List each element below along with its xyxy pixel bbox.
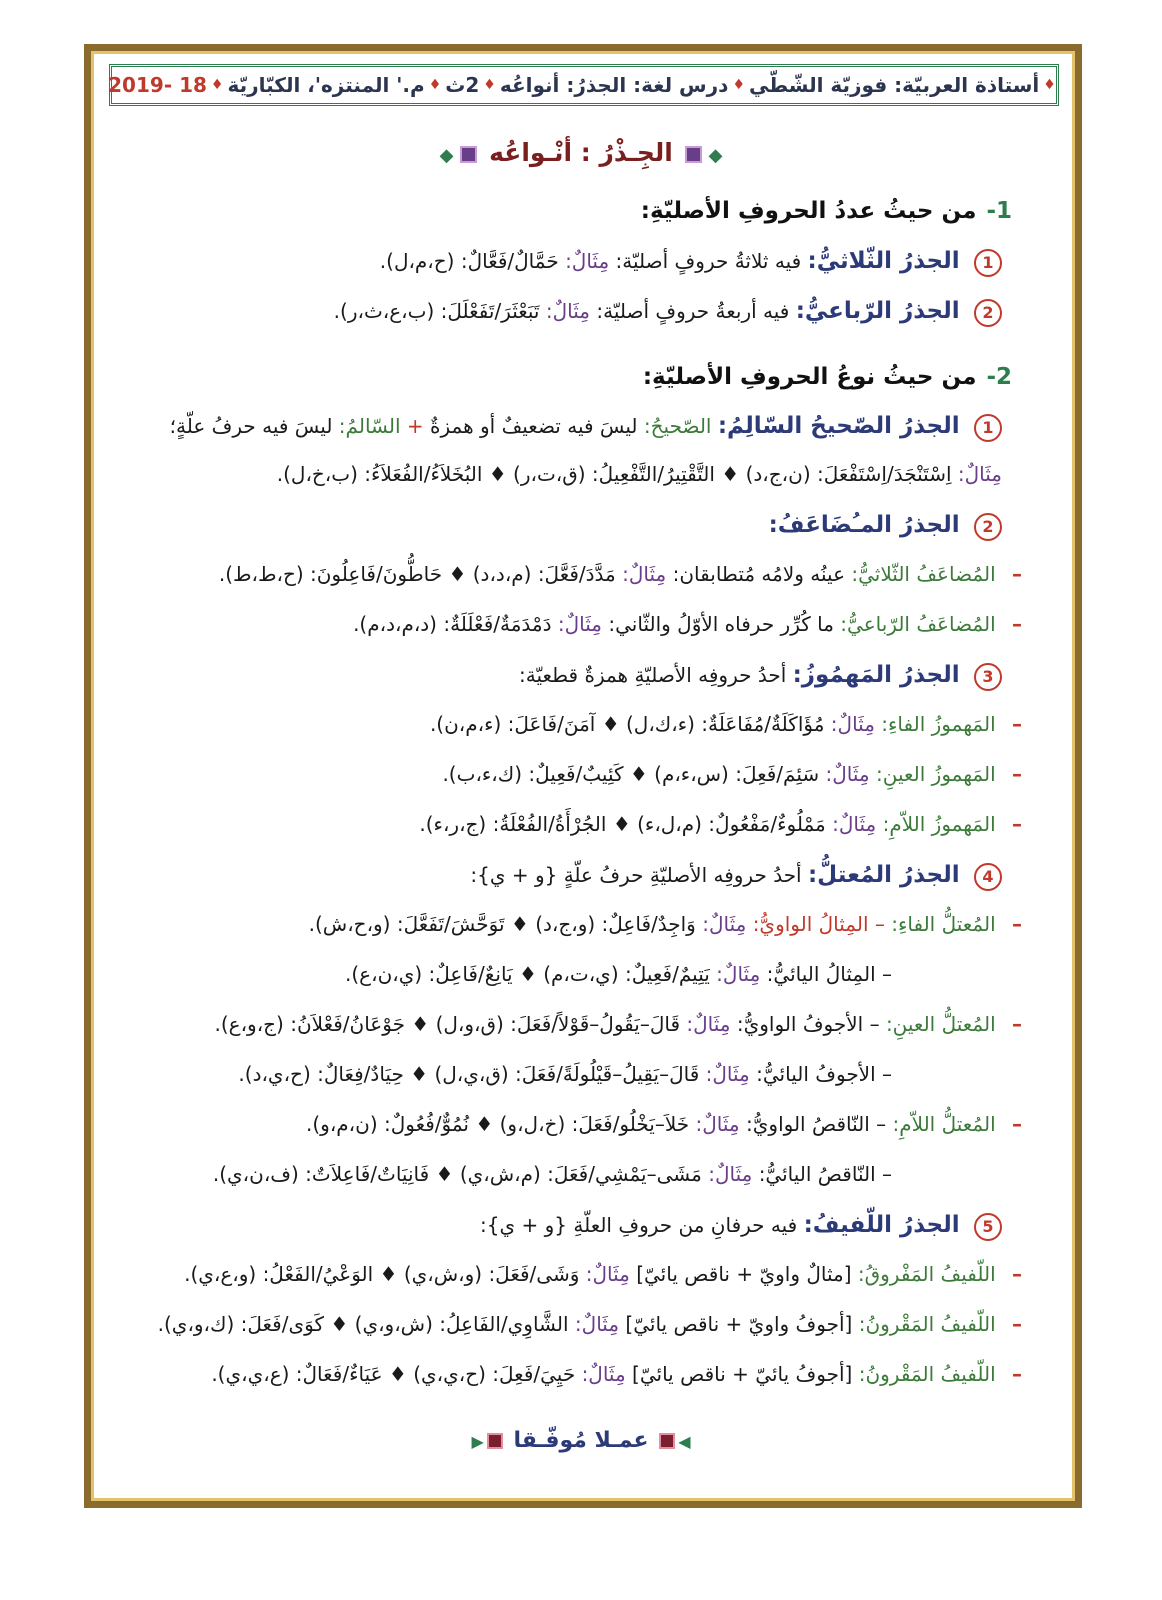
diamond-ornament-icon: ◆ (439, 145, 454, 166)
diamond-ornament-icon: ◆ (708, 145, 723, 166)
list-item: 2 الجذرُ الرّباعيُّ: فيه أربعةُ حروفٍ أصليّة: مِثَالٌ: تَبَعْثَرَ/تَفَعْلَلَ: (ب،ع،ث،ر). (60, 298, 1002, 327)
list-item: – المُضاعَفُ الرّباعيُّ: ما كُرِّر حرفاه الأوّلُ والثّاني: مِثَالٌ: دَمْدَمَةٌ/فَعْلَلَةٌ: (د،م،د،م). (353, 612, 1022, 636)
list-item: – المُعتلُّ اللاّمِ: – النّاقصُ الواويُّ: مِثَالٌ: خَلاَ–يَخْلُو/فَعَلَ: (خ،ل،و) ♦ نُمُوٌّ/فُعُولٌ: (ن،م،و). (306, 1112, 1022, 1136)
list-item: – اللّفيفُ المَقْرونُ: [أجوفُ يائيّ + ناقص يائيّ] مِثَالٌ: حَيِيَ/فَعِلَ: (ح،ي،ي) ♦ عَيَاءٌ/فَعَالٌ: (ع،ي،ي). (211, 1362, 1022, 1386)
list-item: 1 الجذرُ الصّحيحُ السّالِمُ: الصّحيحُ: ليسَ فيه تضعيفٌ أو همزةٌ + السّالمُ: ليسَ فيه حرفُ علّةٍ؛ (60, 413, 1002, 442)
section-1-heading: 1-من حيثُ عددُ الحروفِ الأصليّةِ: (640, 198, 1012, 224)
school: م.' المنتزه'، الكبّاريّة (227, 73, 425, 97)
list-item: 3 الجذرُ المَهمُوزُ: أحدُ حروفِه الأصليّةِ همزةٌ قطعيّة: (60, 662, 1002, 691)
list-item: – المَهموزُ الفاءِ: مِثَالٌ: مُؤَاكَلَةٌ/مُفَاعَلَةٌ: (ء،ك،ل) ♦ آمَنَ/فَاعَلَ: (ء،م،ن). (429, 712, 1022, 736)
teacher-name: فوزيّة الشّطّي (749, 73, 888, 97)
list-item: – المَهموزُ اللاّمِ: مِثَالٌ: مَمْلُوءٌ/مَفْعُولٌ: (م،ل،ء) ♦ الجُرْأَةُ/الفُعْلَةُ: (ج،ر،ء). (419, 812, 1022, 836)
square-ornament-icon (487, 1433, 503, 1449)
example-line: مِثَالٌ: اِسْتَنْجَدَ/اِسْتَفْعَلَ: (ن،ج،د) ♦ التَّقْتِيرُ/التَّفْعِيلُ: (ق،ت،ر) ♦ البُخَلاَءُ/الفُعَلاَءُ: (ب،خ،ل). (276, 462, 1002, 486)
list-item: 2 الجذرُ المـُضَاعَفُ: (60, 512, 1002, 541)
page-title: ◆ الجِـذْرُ : أنْـواعُه ◆ (439, 138, 723, 167)
list-item: – المَهموزُ العينِ: مِثَالٌ: سَئِمَ/فَعِلَ: (س،ء،م) ♦ كَئِيبٌ/فَعِيلٌ: (ك،ء،ب). (442, 762, 1022, 786)
list-item: – اللّفيفُ المَفْروقُ: [مثالٌ واويّ + ناقص يائيّ] مِثَالٌ: وَشَى/فَعَلَ: (و،ش،ي) ♦ الوَعْيُ/الفَعْلُ: (و،ع،ي). (184, 1262, 1022, 1286)
section-2-heading: 2-من حيثُ نوعُ الحروفِ الأصليّةِ: (642, 364, 1012, 390)
list-item: 1 الجذرُ الثّلاثيُّ: فيه ثلاثةُ حروفٍ أصليّة: مِثَالٌ: حَمَّالٌ/فَعَّالٌ: (ح،م،ل). (60, 248, 1002, 277)
school-year: 18 -2019 (108, 73, 207, 97)
list-item: – المِثالُ اليائيُّ: مِثَالٌ: يَتِيمٌ/فَعِيلٌ: (ي،ت،م) ♦ يَانِعٌ/فَاعِلٌ: (ي،ن،ع). (345, 962, 892, 986)
lesson-title: درس لغة: الجذرُ: أنواعُه (499, 73, 729, 97)
list-item: – المُعتلُّ الفاءِ: – المِثالُ الواويُّ: مِثَالٌ: وَاجِدٌ/فَاعِلٌ: (و،ج،د) ♦ تَوَحَّشَ/تَفَعَّلَ: (و،ح،ش). (308, 912, 1022, 936)
list-item: – النّاقصُ اليائيُّ: مِثَالٌ: مَشَى–يَمْشِي/فَعَلَ: (م،ش،ي) ♦ فَانِيَاتٌ/فَاعِلاَتٌ: (ف،ن،ي). (212, 1162, 892, 1186)
list-item: 4 الجذرُ المُعتلُّ: أحدُ حروفِه الأصليّةِ حرفُ علّةٍ {و + ي}: (60, 862, 1002, 891)
list-item: – المُعتلُّ العينِ: – الأجوفُ الواويُّ: مِثَالٌ: قَالَ–يَقُولُ–قَوْلاً/فَعَلَ: (ق،و،ل) ♦ جَوْعَانُ/فَعْلاَنُ: (ج،و،ع). (214, 1012, 1022, 1036)
list-item: – اللّفيفُ المَقْرونُ: [أجوفُ واويّ + ناقص يائيّ] مِثَالٌ: الشَّاوِي/الفَاعِلُ: (ش،و،ي) ♦ كَوَى/فَعَلَ: (ك،و،ي). (157, 1312, 1022, 1336)
level: 2ث (445, 73, 480, 97)
list-item: – المُضاعَفُ الثّلاثيُّ: عينُه ولامُه مُتطابقان: مِثَالٌ: مَدَّدَ/فَعَّلَ: (م،د،د) ♦ حَاطُّونَ/فَاعِلُونَ: (ح،ط،ط). (218, 562, 1022, 586)
header-bar: ♦ أستاذة العربيّة: فوزيّة الشّطّي ♦ درس لغة: الجذرُ: أنواعُه ♦ 2ث ♦ م.' المنتزه'، الكبّاريّة ♦ 18 -2019 (109, 64, 1059, 106)
list-item: – الأجوفُ اليائيُّ: مِثَالٌ: قَالَ–يَقِيلُ–قَيْلُولَةً/فَعَلَ: (ق،ي،ل) ♦ حِيَادٌ/فِعَالٌ: (ح،ي،د). (238, 1062, 892, 1086)
footer-wish: ◀ عمـلا مُوفّـقا ▶ (471, 1428, 691, 1453)
square-ornament-icon (659, 1433, 675, 1449)
triangle-left-icon: ◀ (678, 1432, 691, 1451)
square-ornament-icon (460, 146, 477, 163)
square-ornament-icon (685, 146, 702, 163)
teacher-label: أستاذة العربيّة: (894, 73, 1040, 97)
triangle-right-icon: ▶ (471, 1432, 484, 1451)
list-item: 5 الجذرُ اللّفيفُ: فيه حرفانِ من حروفِ العلّةِ {و + ي}: (60, 1212, 1002, 1241)
